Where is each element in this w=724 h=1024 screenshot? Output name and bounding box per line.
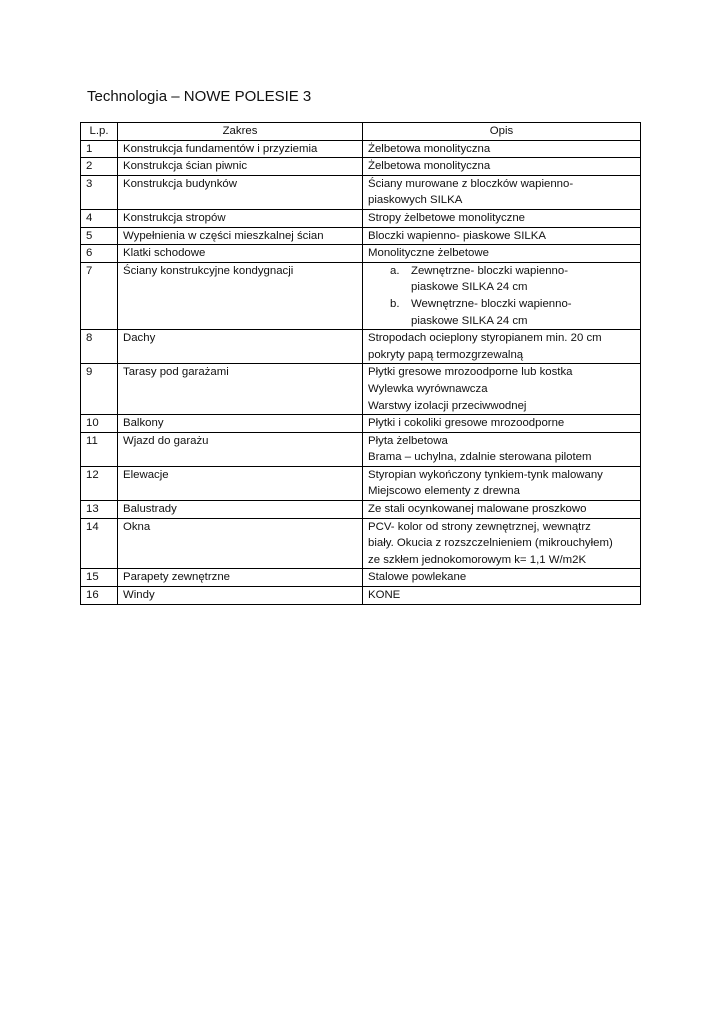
description-line: Płyta żelbetowa [368, 434, 448, 447]
cell-scope: Dachy [118, 330, 363, 364]
cell-scope: Ściany konstrukcyjne kondygnacji [118, 262, 363, 329]
cell-description [363, 415, 641, 433]
document-title: Technologia – NOWE POLESIE 3 [87, 88, 312, 105]
cell-scope: Wjazd do garażu [118, 432, 363, 466]
cell-scope: Okna [118, 518, 363, 569]
cell-scope: Konstrukcja stropów [118, 209, 363, 227]
description-line: Miejscowo elementy z drewna [368, 485, 520, 498]
description-list-item [368, 263, 635, 296]
cell-scope: Balustrady [118, 501, 363, 519]
description-line: Ze stali ocynkowanej malowane proszkowo [368, 503, 587, 516]
cell-lp: 1 [81, 140, 118, 158]
description-line: Stropy żelbetowe monolityczne [368, 211, 526, 224]
table-row [81, 140, 641, 158]
technology-table [80, 122, 641, 605]
cell-lp: 14 [81, 518, 118, 569]
cell-description [363, 175, 641, 209]
cell-scope: Windy [118, 587, 363, 605]
table-row [81, 501, 641, 519]
table-row [81, 432, 641, 466]
description-line: Zewnętrzne- bloczki wapienno- [411, 264, 569, 277]
cell-scope: Wypełnienia w części mieszkalnej ścian [118, 227, 363, 245]
table-body [81, 140, 641, 604]
cell-lp: 4 [81, 209, 118, 227]
cell-description [363, 518, 641, 569]
description-line: Żelbetowa monolityczna [368, 160, 491, 173]
header-lp: L.p. [81, 123, 118, 141]
cell-lp: 12 [81, 466, 118, 500]
description-line: PCV- kolor od strony zewnętrznej, wewnątrz [368, 520, 591, 533]
cell-description [363, 262, 641, 329]
cell-lp: 9 [81, 364, 118, 415]
description-line: piaskowych SILKA [368, 194, 463, 207]
cell-lp: 3 [81, 175, 118, 209]
description-line: pokryty papą termozgrzewalną [368, 348, 524, 361]
cell-lp: 7 [81, 262, 118, 329]
description-list-item [368, 296, 635, 329]
list-marker: a. [390, 264, 400, 277]
header-scope: Zakres [118, 123, 363, 141]
cell-description [363, 330, 641, 364]
cell-lp: 11 [81, 432, 118, 466]
table-header-row [81, 123, 641, 141]
cell-lp: 16 [81, 587, 118, 605]
cell-lp: 10 [81, 415, 118, 433]
cell-scope: Konstrukcja ścian piwnic [118, 158, 363, 176]
cell-lp: 13 [81, 501, 118, 519]
description-line: Wylewka wyrównawcza [368, 382, 488, 395]
table-row [81, 209, 641, 227]
description-line: Styropian wykończony tynkiem-tynk malowany [368, 468, 603, 481]
table-row [81, 175, 641, 209]
description-line: piaskowe SILKA 24 cm [411, 314, 528, 327]
cell-description [363, 364, 641, 415]
description-line: Bloczki wapienno- piaskowe SILKA [368, 229, 546, 242]
description-line: Stalowe powlekane [368, 571, 467, 584]
cell-lp: 5 [81, 227, 118, 245]
list-marker: b. [390, 297, 400, 310]
cell-description [363, 158, 641, 176]
description-line: Żelbetowa monolityczna [368, 142, 491, 155]
cell-description [363, 209, 641, 227]
table-row [81, 569, 641, 587]
description-line: Stropodach ocieplony styropianem min. 20 cm [368, 332, 602, 345]
cell-scope: Balkony [118, 415, 363, 433]
cell-scope: Tarasy pod garażami [118, 364, 363, 415]
cell-scope: Elewacje [118, 466, 363, 500]
table-row [81, 158, 641, 176]
cell-lp: 2 [81, 158, 118, 176]
cell-description [363, 140, 641, 158]
description-line: Ściany murowane z bloczków wapienno- [368, 177, 574, 190]
cell-scope: Parapety zewnętrzne [118, 569, 363, 587]
description-line: Brama – uchylna, zdalnie sterowana pilotem [368, 451, 592, 464]
description-line: Płytki gresowe mrozoodporne lub kostka [368, 366, 573, 379]
description-line: Wewnętrzne- bloczki wapienno- [411, 297, 572, 310]
table-row [81, 415, 641, 433]
table-row [81, 330, 641, 364]
description-line: KONE [368, 589, 401, 602]
table-row [81, 245, 641, 263]
header-description: Opis [363, 123, 641, 141]
cell-description [363, 466, 641, 500]
cell-description [363, 501, 641, 519]
cell-description [363, 227, 641, 245]
cell-description [363, 569, 641, 587]
table-row [81, 518, 641, 569]
cell-lp: 6 [81, 245, 118, 263]
cell-lp: 8 [81, 330, 118, 364]
description-line: piaskowe SILKA 24 cm [411, 281, 528, 294]
description-line: biały. Okucia z rozszczelnieniem (mikrouchyłem) [368, 537, 613, 550]
cell-scope: Klatki schodowe [118, 245, 363, 263]
cell-scope: Konstrukcja fundamentów i przyziemia [118, 140, 363, 158]
description-line: ze szkłem jednokomorowym k= 1,1 W/m2K [368, 553, 587, 566]
description-line: Płytki i cokoliki gresowe mrozoodporne [368, 417, 565, 430]
table-row [81, 587, 641, 605]
cell-description [363, 587, 641, 605]
table-row [81, 227, 641, 245]
table-row [81, 364, 641, 415]
cell-lp: 15 [81, 569, 118, 587]
cell-scope: Konstrukcja budynków [118, 175, 363, 209]
description-line: Warstwy izolacji przeciwwodnej [368, 399, 527, 412]
table-row [81, 466, 641, 500]
cell-description [363, 432, 641, 466]
cell-description [363, 245, 641, 263]
description-line: Monolityczne żelbetowe [368, 247, 489, 260]
table-row [81, 262, 641, 329]
